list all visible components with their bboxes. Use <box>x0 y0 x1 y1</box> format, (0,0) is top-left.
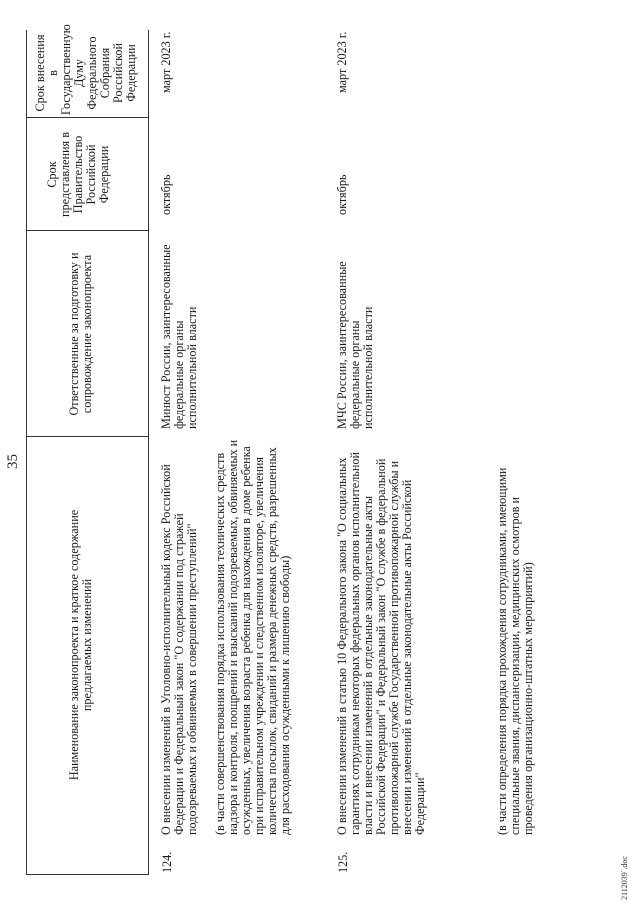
footer-file-code: 2112039`.doc <box>620 856 629 900</box>
row-duma-deadline: март 2023 г. <box>159 31 173 93</box>
col-divider-3 <box>26 117 148 118</box>
header-responsible: Ответственные за подготовку и сопровождение законопроекта <box>67 252 94 416</box>
row-duma-deadline: март 2023 г. <box>335 31 349 93</box>
table-top-border <box>26 30 27 875</box>
legislation-plan-table <box>26 24 608 875</box>
row-responsible: Минюст России, заинтересованные федеральные органы исполнительной власти <box>159 244 199 429</box>
row-responsible: МЧС России, заинтересованные федеральные органы исполнительной власти <box>335 261 375 429</box>
row-title: О внесении изменений в Уголовно-исполнительный кодекс Российской Федерации и Федеральный закон "О содержании под стражей подозреваемых и обвиняемых в совершении преступлений" <box>159 464 199 835</box>
page-number: 35 <box>5 454 21 469</box>
row-number: 124. <box>160 851 174 873</box>
header-name: Наименование законопроекта и краткое содержание предлагаемых изменений <box>67 509 94 781</box>
row-number: 125. <box>336 851 350 873</box>
row-gov-deadline: октябрь <box>335 174 349 215</box>
header-duma-deadline: Срок внесения в Государственную Думу Федерального Собрания Российской Федерации <box>33 24 138 115</box>
row-gov-deadline: октябрь <box>159 174 173 215</box>
header-gov-deadline: Срок представления в Правительство Российской Федерации <box>45 132 111 217</box>
row-title: О внесении изменений в статью 10 Федерального закона "О социальных гарантиях сотрудникам некоторых федеральных органов исполнительной власти и внесении изменений в отдельные законодательные акты Российской Федерации" и Федеральный закон "О службе в федеральной противопожарной службе Государственной противопожарной службы и внесении изменений в отдельные законодательные акты Российской Федерации" <box>335 452 427 835</box>
col-divider-left <box>26 874 148 875</box>
header-bottom-border <box>148 30 149 875</box>
row-description: (в части совершенствования порядка использования технических средств надзора и контроля, поощрений и взысканий подозреваемых, обвиняемых и осужденных, увеличения возраста ребенка для нахождения в доме ребенка при исправительном учреждении и следственном изоляторе, увеличения количества посылок, свиданий и размера денежных средств, разрешенных для расходования осужденными к лишению свободы) <box>213 439 292 835</box>
row-description: (в части определения порядка прохождения сотрудниками, имеющими специальные звания, диспансеризации, медицинских осмотров и проведения организационно-штатных мероприятий) <box>495 467 535 835</box>
col-divider-2 <box>26 230 148 231</box>
col-divider-1 <box>26 436 148 437</box>
